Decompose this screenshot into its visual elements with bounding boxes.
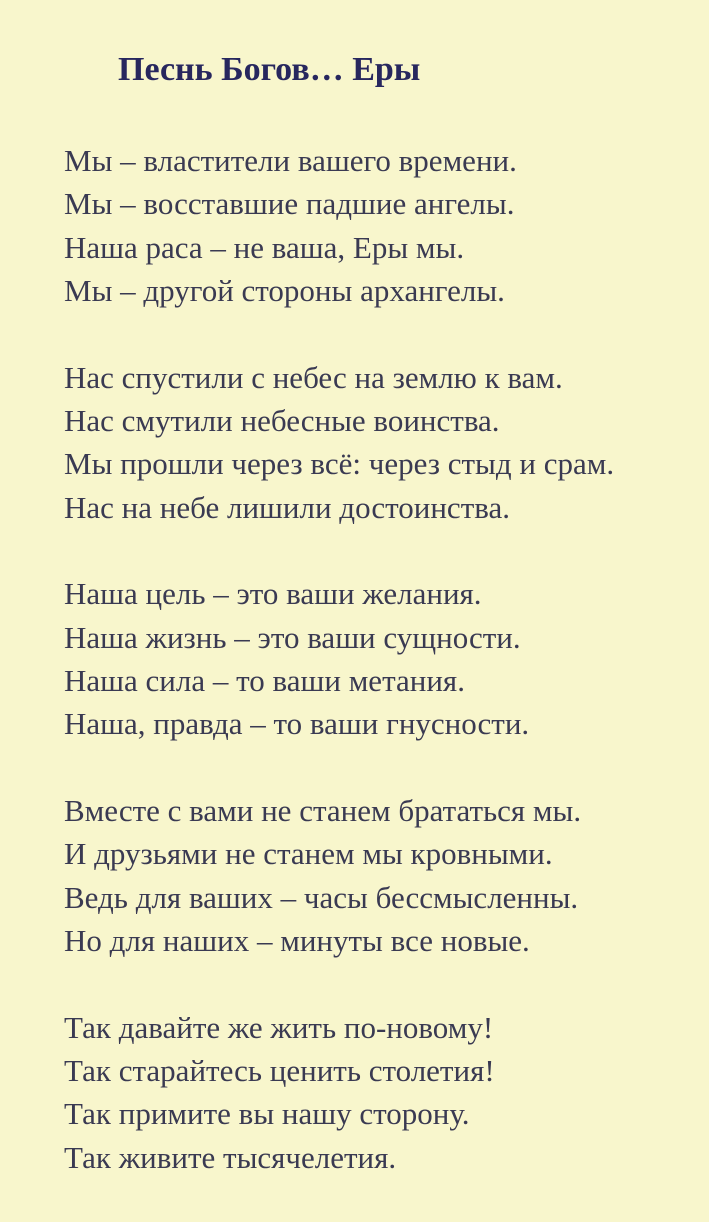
poem-line: Нас смутили небесные воинства. <box>64 403 500 439</box>
poem-line: Наша раса – не ваша, Еры мы. <box>64 229 465 265</box>
poem-line: Так живите тысячелетия. <box>64 1139 397 1175</box>
poem-line: Вместе с вами не станем брататься мы. <box>64 792 582 828</box>
stanza-2 <box>64 356 704 530</box>
poem-line: Так старайтесь ценить столетия! <box>64 1052 495 1088</box>
poem-line: Мы – восставшие падшие ангелы. <box>64 186 515 222</box>
poem-title: Песнь Богов… Еры <box>118 51 421 88</box>
stanza-5 <box>64 1006 704 1180</box>
poem-line: Но для наших – минуты все новые. <box>64 923 530 959</box>
poem-line: Нас спустили с небес на землю к вам. <box>64 359 563 395</box>
poem-line: Мы – властители вашего времени. <box>64 143 517 178</box>
poem-line: Наша сила – то ваши метания. <box>64 663 465 699</box>
poem-line: Мы – другой стороны архангелы. <box>64 273 505 309</box>
stanza-3 <box>64 572 704 746</box>
poem-line: Так примите вы нашу сторону. <box>64 1096 470 1132</box>
poem-line: Ведь для ваших – часы бессмысленны. <box>64 879 579 915</box>
poem-line: Нас на небе лишили достоинства. <box>64 489 510 525</box>
poem-line: Наша цель – это ваши желания. <box>64 576 482 612</box>
poem-line: Наша жизнь – это ваши сущности. <box>64 619 521 655</box>
stanza-4 <box>64 789 704 963</box>
poem-line: И друзьями не станем мы кровными. <box>64 836 553 872</box>
poem-body <box>64 139 704 1222</box>
stanza-1 <box>64 139 704 313</box>
poem-line: Наша, правда – то ваши гнусности. <box>64 706 530 742</box>
poem-line: Мы прошли через всё: через стыд и срам. <box>64 446 615 482</box>
poem-line: Так давайте же жить по-новому! <box>64 1009 494 1045</box>
